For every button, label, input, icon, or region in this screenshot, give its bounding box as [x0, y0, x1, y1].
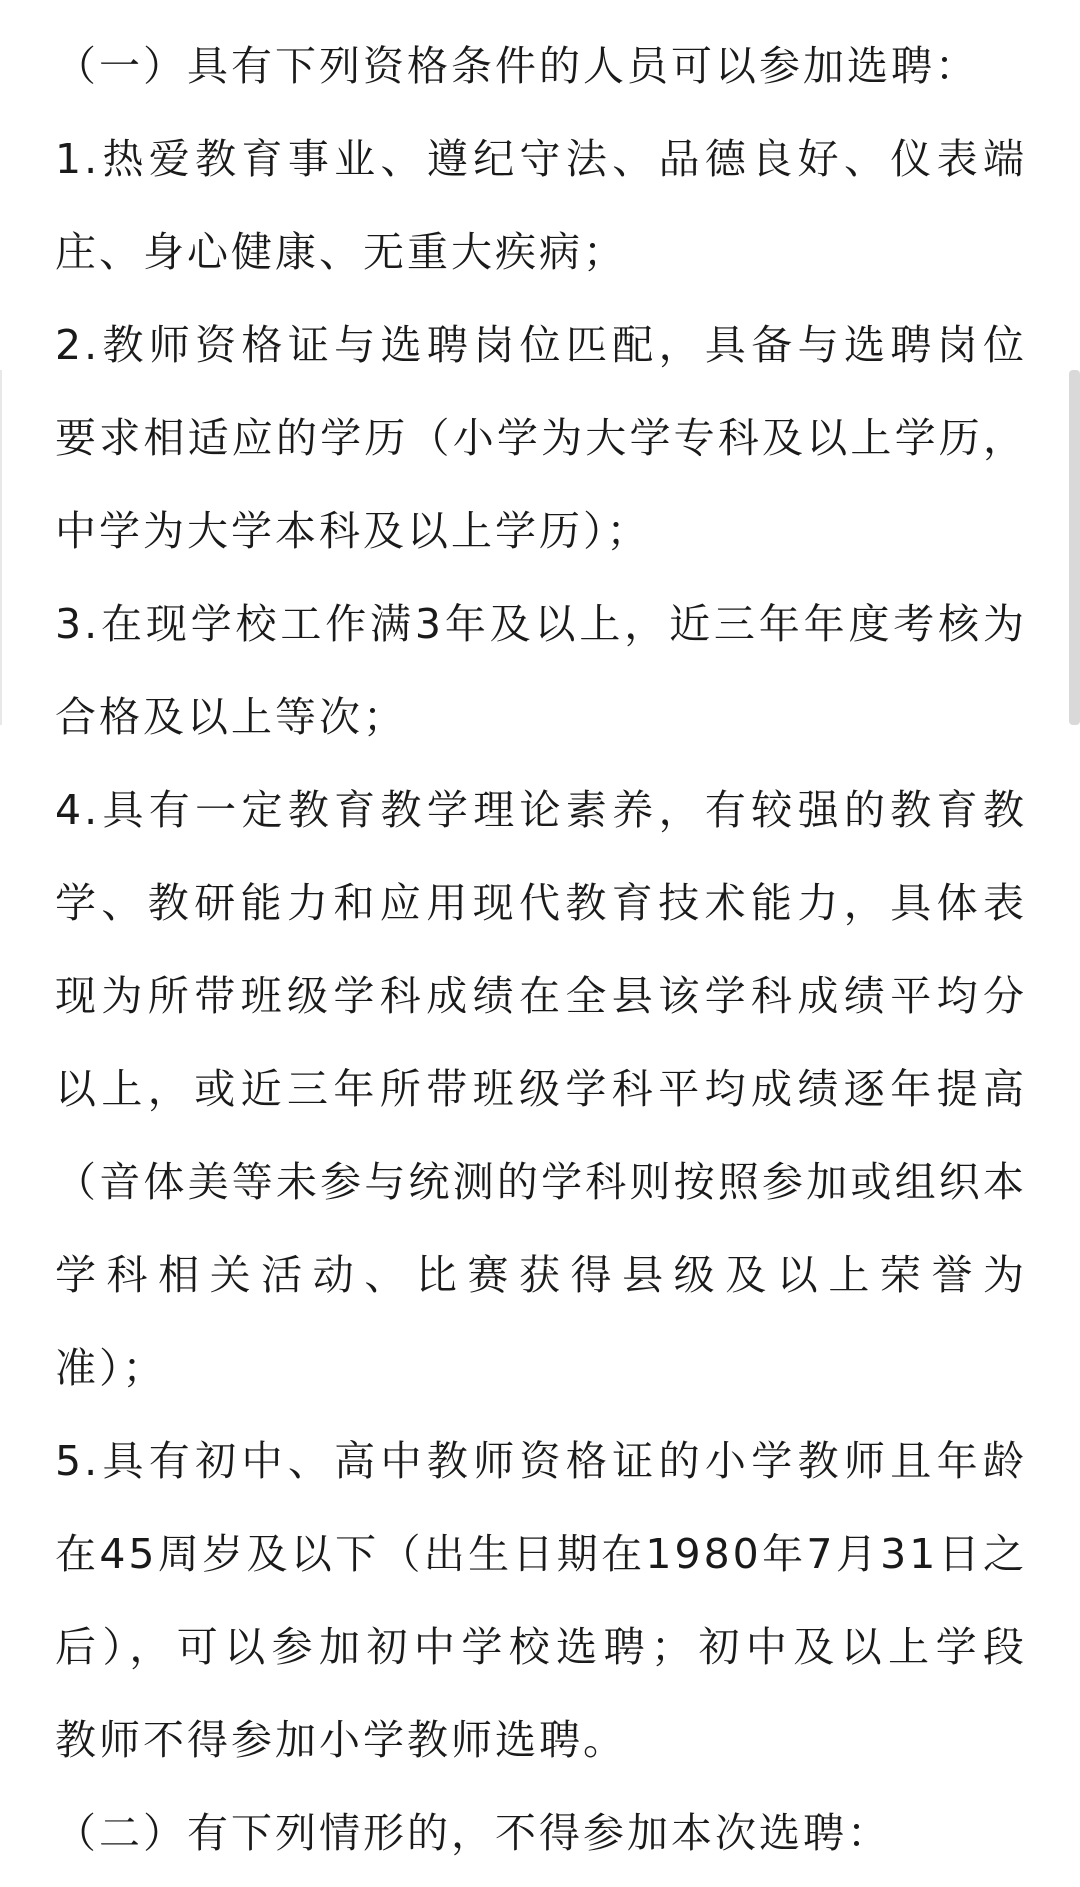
article-body: [55, 20, 1027, 1880]
text-line: 学、教研能力和应用现代教育技术能力，具体表: [55, 879, 1027, 927]
scrollbar[interactable]: [1069, 370, 1080, 725]
section-heading-2: （二）有下列情形的，不得参加本次选聘：: [55, 1809, 891, 1857]
text-line: 后），可以参加初中学校选聘；初中及以上学段: [55, 1623, 1027, 1671]
text-line: 合格及以上等次；: [55, 693, 407, 741]
text-line: 要求相适应的学历（小学为大学专科及以上学历，: [55, 414, 1027, 462]
text-line: 2.教师资格证与选聘岗位匹配，具备与选聘岗位: [55, 321, 1027, 369]
text-line: 1.热爱教育事业、遵纪守法、品德良好、仪表端: [55, 135, 1027, 183]
section-heading-1: （一）具有下列资格条件的人员可以参加选聘：: [55, 42, 979, 90]
text-line: 教师不得参加小学教师选聘。: [55, 1716, 627, 1764]
text-line: 3.在现学校工作满3年及以上，近三年年度考核为: [55, 600, 1027, 648]
text-line: 学科相关活动、比赛获得县级及以上荣誉为: [55, 1251, 1027, 1299]
text-line: 中学为大学本科及以上学历）；: [55, 507, 651, 555]
text-line: 4.具有一定教育教学理论素养，有较强的教育教: [55, 786, 1027, 834]
text-line: 庄、身心健康、无重大疾病；: [55, 228, 627, 276]
text-line: 在45周岁及以下（出生日期在1980年7月31日之: [55, 1530, 1027, 1578]
left-edge-divider: [0, 370, 2, 725]
text-line: 5.具有初中、高中教师资格证的小学教师且年龄: [55, 1437, 1027, 1485]
text-line: 以上，或近三年所带班级学科平均成绩逐年提高: [55, 1065, 1027, 1113]
text-line: （音体美等未参与统测的学科则按照参加或组织本: [55, 1158, 1027, 1206]
text-line: 准）；: [55, 1344, 167, 1392]
text-line: 现为所带班级学科成绩在全县该学科成绩平均分: [55, 972, 1027, 1020]
